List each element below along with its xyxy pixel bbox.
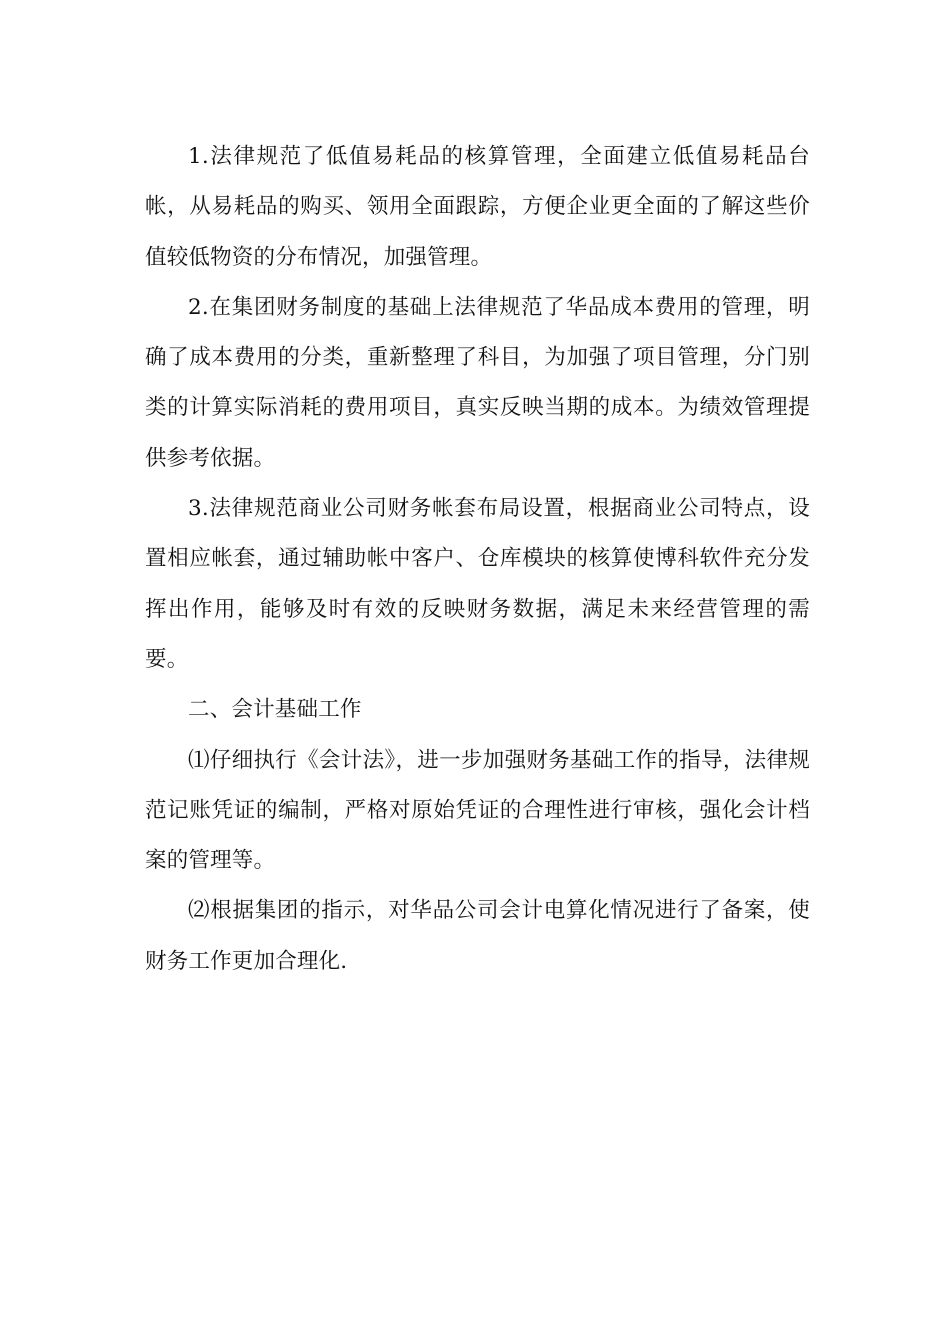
- section-heading-accounting-basics: 二、会计基础工作: [188, 697, 362, 723]
- paragraph-accounting-law: ⑴仔细执行《会计法》，进一步加强财务基础工作的指导，法律规范记账凭证的编制，严格对原始凭证的合理性进行审核，强化会计档案的管理等。: [145, 747, 810, 874]
- paragraph-cost-expense-management: 2.在集团财务制度的基础上法律规范了华品成本费用的管理，明确了成本费用的分类，重新整理了科目，为加强了项目管理，分门别类的计算实际消耗的费用项目，真实反映当期的成本。为绩效管理提供参考依据。: [145, 294, 810, 471]
- document-body: [145, 132, 810, 987]
- paragraph-computerized-accounting: ⑵根据集团的指示，对华品公司会计电算化情况进行了备案，使财务工作更加合理化.: [145, 898, 810, 974]
- paragraph-account-set-layout: 3.法律规范商业公司财务帐套布局设置，根据商业公司特点，设置相应帐套，通过辅助帐中客户、仓库模块的核算使博科软件充分发挥出作用，能够及时有效的反映财务数据，满足未来经营管理的需要。: [145, 496, 810, 672]
- paragraph-low-value-consumables: 1.法律规范了低值易耗品的核算管理，全面建立低值易耗品台帐，从易耗品的购买、领用全面跟踪，方便企业更全面的了解这些价值较低物资的分布情况，加强管理。: [145, 144, 810, 270]
